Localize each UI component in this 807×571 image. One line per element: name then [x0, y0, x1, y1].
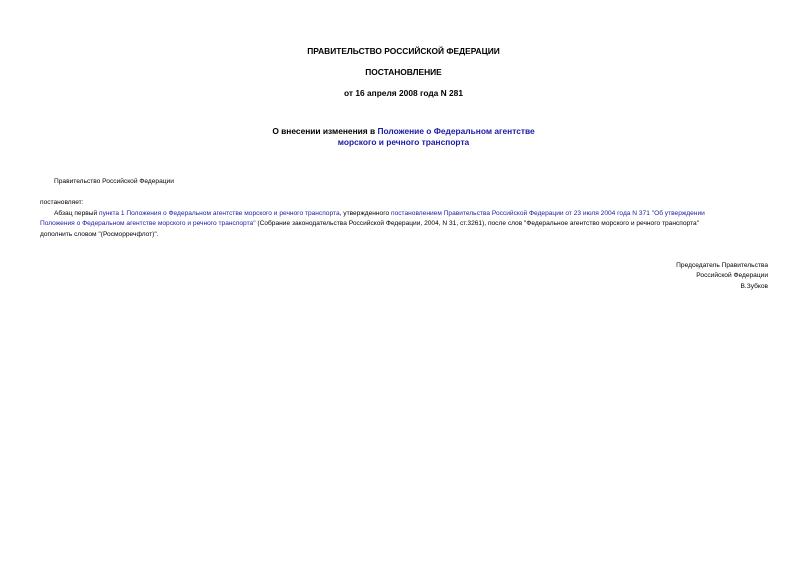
- signature-name: В.Зубков: [740, 283, 768, 290]
- subject-link-regulation-continued[interactable]: морского и речного транспорта: [337, 137, 470, 147]
- document-subject-line-2: [0, 137, 807, 148]
- signature-title: Председатель Правительства: [676, 262, 768, 269]
- document-type: ПОСТАНОВЛЕНИЕ: [365, 67, 442, 77]
- subject-link-regulation[interactable]: Положение о Федеральном агентстве: [377, 126, 535, 136]
- paragraph-text: (Собрание законодательства Российской Федерации, 2004, N 31, ст.3261), после слов "Федеральное агентство морского и речного транспорта": [255, 220, 699, 227]
- paragraph-text: , утвержденного: [339, 210, 391, 217]
- document-subject-line-1: [0, 126, 807, 137]
- paragraph-line-3: [40, 230, 159, 240]
- signature-organization: Российской Федерации: [696, 272, 768, 279]
- link-government-decree[interactable]: постановлением Правительства Российской Федерации от 23 июля 2004 года N 371 "Об утверждении: [391, 210, 705, 217]
- paragraph-text: дополнить словом "(Росморречфлот)".: [40, 231, 159, 238]
- paragraph-line-2: [40, 219, 699, 229]
- paragraph-line-1: [54, 209, 705, 219]
- issuer-text: Правительство Российской Федерации: [54, 178, 174, 185]
- document-date-number: от 16 апреля 2008 года N 281: [344, 88, 463, 98]
- subject-prefix: О внесении изменения в: [272, 126, 378, 136]
- resolves-text: постановляет:: [40, 199, 84, 206]
- link-regulation-item-1[interactable]: пункта 1 Положения о Федеральном агентстве морского и речного транспорта: [99, 210, 340, 217]
- paragraph-text: Абзац первый: [54, 210, 99, 217]
- government-header: ПРАВИТЕЛЬСТВО РОССИЙСКОЙ ФЕДЕРАЦИИ: [307, 46, 500, 56]
- link-government-decree-continued[interactable]: Положения о Федеральном агентстве морского и речного транспорта": [40, 220, 256, 227]
